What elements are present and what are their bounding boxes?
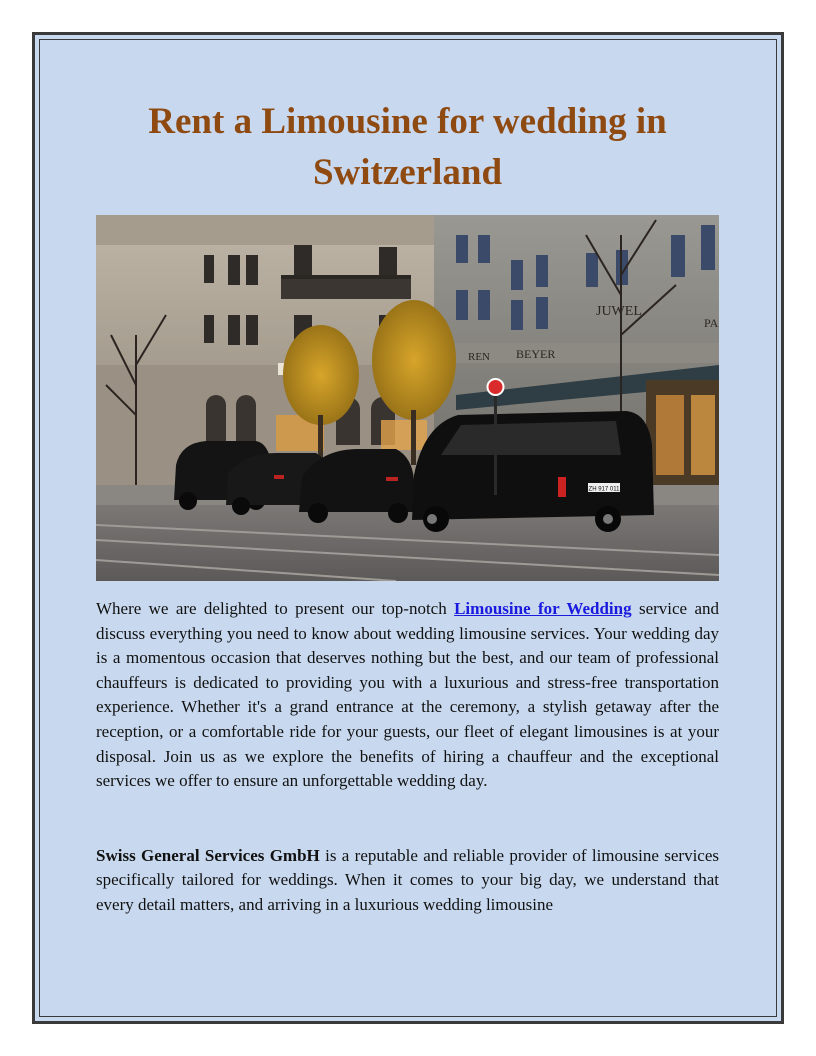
company-name: Swiss General Services GmbH <box>96 845 320 865</box>
intro-paragraph <box>96 597 719 794</box>
sign-ren: REN <box>468 351 490 363</box>
sign-pa: PA <box>704 316 719 330</box>
intro-text-after: service and discuss everything you need to know about wedding limousine services. Your wedding day is a momentous occasion that deserves nothing but the best, and our team of professional chauffeurs is dedicated to providing you with a luxurious and stress-free transportation experience. Whether it's a grand entrance at the ceremony, a stylish getaway after the reception, or a comfortable ride for your guests, our fleet of elegant limousines is at your disposal. Join us as we explore the benefits of hiring a chauffeur and the exceptional services we offer to ensure an unforgettable wedding day. <box>96 599 719 791</box>
sign-beyer: BEYER <box>516 347 556 361</box>
black-van <box>412 411 654 532</box>
company-paragraph <box>96 844 719 918</box>
limousine-for-wedding-link[interactable]: Limousine for Wedding <box>454 599 632 618</box>
street-limousine-photo <box>96 215 719 581</box>
photo-illustration <box>96 215 719 581</box>
page-title: Rent a Limousine for wedding in Switzerland <box>148 101 667 193</box>
yellow-tree-1 <box>283 325 359 425</box>
document-content <box>96 96 719 918</box>
license-plate: ZH 917 011 <box>588 486 620 493</box>
company-paragraph-text: is a reputable and reliable provider of limousine services specifically tailored for weddings. When it comes to your big day, we understand that every detail matters, and arriving in a luxurious wedding limousine <box>96 845 720 914</box>
yellow-tree-2 <box>372 300 456 420</box>
intro-text-before: Where we are delighted to present our top-notch <box>96 599 455 618</box>
sign-juwel: JUWEL <box>596 304 642 319</box>
